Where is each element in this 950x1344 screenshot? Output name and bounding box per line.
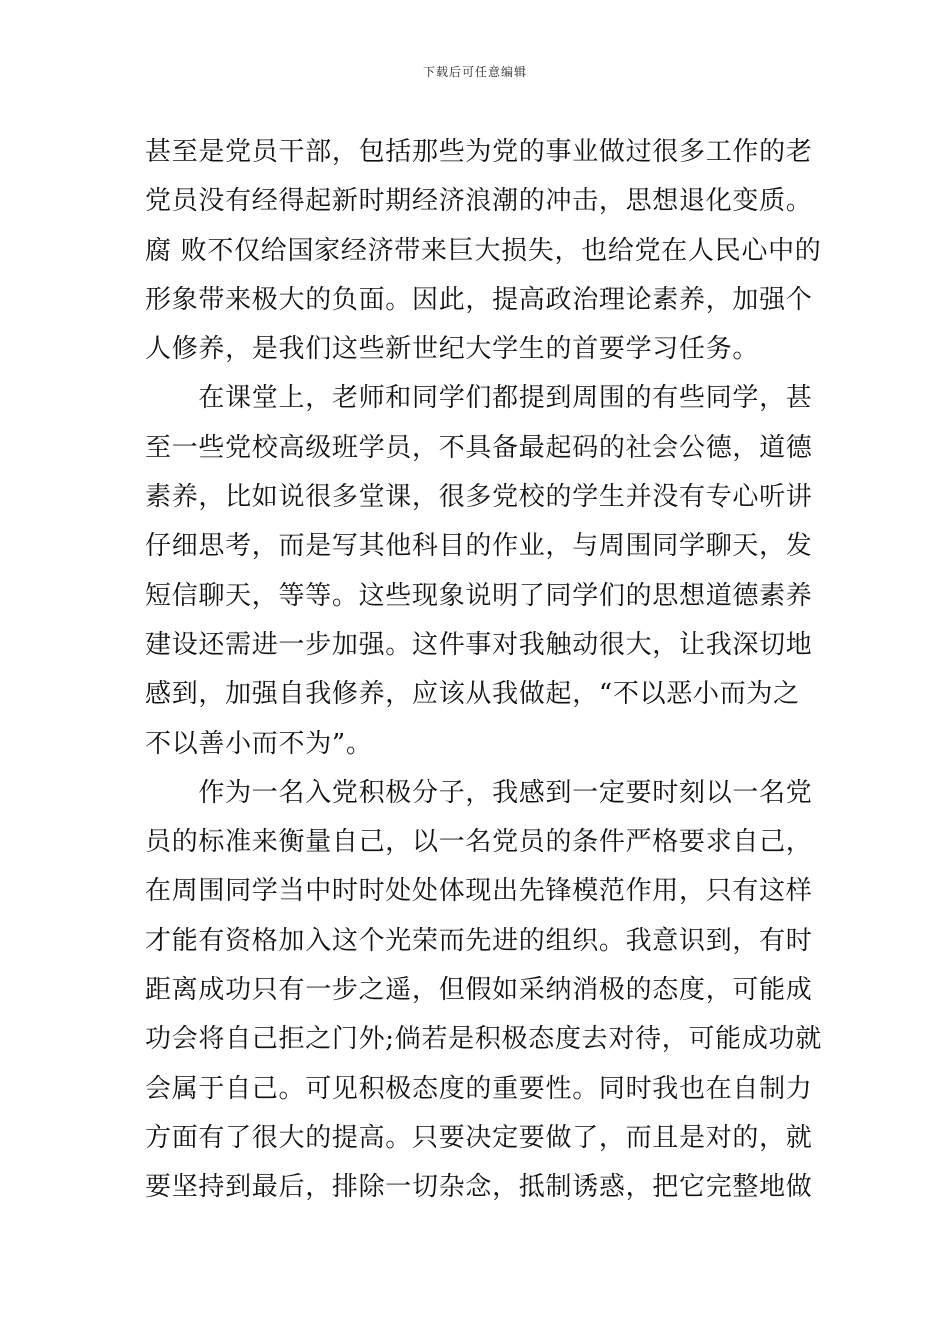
text-line: 腐 败不仅给国家经济带来巨大损失，也给党在人民心中的 [145, 235, 822, 266]
text-line: 才能有资格加入这个光荣而先进的组织。我意识到，有时 [145, 925, 813, 956]
text-line: 在周围同学当中时时处处体现出先锋模范作用，只有这样 [145, 876, 813, 907]
text-line: 甚至是党员干部，包括那些为党的事业做过很多工作的老 [145, 137, 813, 167]
text-line: 感到，加强自我修养，应该从我做起，“不以恶小而为之 [145, 679, 800, 710]
document-body [145, 128, 822, 1213]
text-line: 功会将自己拒之门外;倘若是积极态度去对待，可能成功就 [145, 1024, 822, 1055]
paragraph-start-line: 作为一名入党积极分子，我感到一定要时刻以一名党 [145, 777, 813, 808]
text-line: 至一些党校高级班学员，不具备最起码的社会公德，道德 [145, 432, 813, 463]
text-line: 形象带来极大的负面。因此，提高政治理论素养，加强个 [145, 284, 813, 315]
text-line: 不以善小而不为”。 [145, 728, 373, 759]
text-line: 短信聊天，等等。这些现象说明了同学们的思想道德素养 [145, 580, 813, 611]
text-line: 员的标准来衡量自己，以一名党员的条件严格要求自己， [145, 827, 813, 858]
text-line: 要坚持到最后，排除一切杂念，抵制诱惑，把它完整地做 [145, 1172, 813, 1203]
text-line: 建设还需进一步加强。这件事对我触动很大，让我深切地 [145, 629, 813, 660]
text-line: 距离成功只有一步之遥，但假如采纳消极的态度，可能成 [145, 975, 813, 1006]
text-line: 会属于自己。可见积极态度的重要性。同时我也在自制力 [145, 1073, 813, 1104]
text-line: 方面有了很大的提高。只要决定要做了，而且是对的，就 [145, 1122, 813, 1153]
text-line: 党员没有经得起新时期经济浪潮的冲击，思想退化变质。 [145, 186, 813, 217]
text-line: 人修养，是我们这些新世纪大学生的首要学习任务。 [145, 334, 760, 365]
page-header: 下载后可任意编辑 [422, 65, 527, 79]
text-line: 仔细思考，而是写其他科目的作业，与周围同学聊天，发 [145, 531, 813, 562]
text-line: 素养，比如说很多堂课，很多党校的学生并没有专心听讲 [145, 482, 813, 513]
paragraph-start-line: 在课堂上，老师和同学们都提到周围的有些同学，甚 [145, 383, 813, 414]
